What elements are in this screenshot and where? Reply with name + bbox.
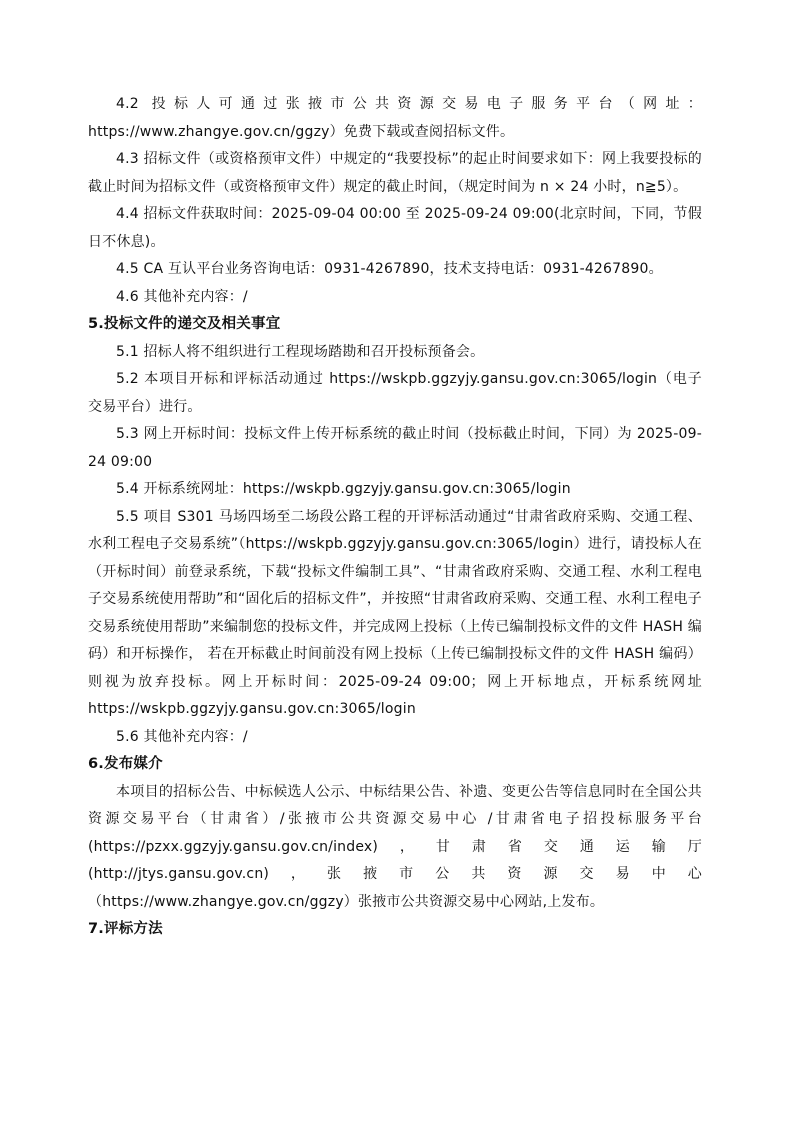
media-paragraph: 本项目的招标公告、中标候选人公示、中标结果公告、补遗、变更公告等信息同时在全国公共资源交易平台（甘肃省）/张掖市公共资源交易中心 /甘肃省电子招投标服务平台 (https://pzxx.ggzyjy.gansu.gov.cn/index)，甘肃省交通运输厅 (http://jtys.gansu.gov.cn)，张掖市公共资源交易中心（https://www.zhangye.gov.cn/ggzy）张掖市公共资源交易中心网站,上发布。 [88,783,702,910]
clause-4-4: 4.4 招标文件获取时间：2025-09-04 00:00 至 2025-09-24 09:00(北京时间，下同，节假日不休息)。 [88,206,702,250]
clause-4-6: 4.6 其他补充内容：/ [116,288,248,305]
clause-5-6: 5.6 其他补充内容：/ [116,728,248,745]
clause-5-3: 5.3 网上开标时间：投标文件上传开标系统的截止时间（投标截止时间，下同）为 2025-09-24 09:00 [88,426,702,470]
clause-4-3: 4.3 招标文件（或资格预审文件）中规定的“我要投标”的起止时间要求如下：网上我要投标的截止时间为招标文件（或资格预审文件）规定的截止时间，（规定时间为 n × 24 小时，n≧5）。 [88,151,702,195]
section-7-heading: 7.评标方法 [88,921,163,937]
section-6-heading: 6.发布媒介 [88,756,163,772]
clause-4-5: 4.5 CA 互认平台业务咨询电话：0931-4267890，技术支持电话：0931-4267890。 [116,261,663,277]
clause-5-5: 5.5 项目 S301 马场四场至二场段公路工程的开评标活动通过“甘肃省政府采购、交通工程、水利工程电子交易系统”（https://wskpb.ggzyjy.gansu.gov.cn:3065/login）进行，请投标人在（开标时间）前登录系统，下载“投标文件编制工具”、“甘肃省政府采购、交通工程、水利工程电子交易系统使用帮助”和“固化后的招标文件”，并按照“甘肃省政府采购、交通工程、水利工程电子交易系统使用帮助”来编制您的投标文件，并完成网上投标（上传已编制投标文件的文件 HASH 编码）和开标操作， 若在开标截止时间前没有网上投标（上传已编制投标文件的文件 HASH 编码）则视为放弃投标。网上开标时间：2025-09-24 09:00；网上开标地点，开标系统网址 https://wskpb.ggzyjy.gansu.gov.cn:3065/login [88,508,702,717]
clause-5-1: 5.1 招标人将不组织进行工程现场踏勘和召开投标预备会。 [116,343,485,360]
clause-4-2: 4.2 投标人可通过张掖市公共资源交易电子服务平台（网址：https://www.zhangye.gov.cn/ggzy）免费下载或查阅招标文件。 [88,96,702,140]
document-body [88,91,702,944]
clause-5-2: 5.2 本项目开标和评标活动通过 https://wskpb.ggzyjy.gansu.gov.cn:3065/login（电子交易平台）进行。 [88,371,702,415]
section-5-heading: 5.投标文件的递交及相关事宜 [88,316,281,332]
clause-5-4: 5.4 开标系统网址：https://wskpb.ggzyjy.gansu.gov.cn:3065/login [116,481,571,497]
